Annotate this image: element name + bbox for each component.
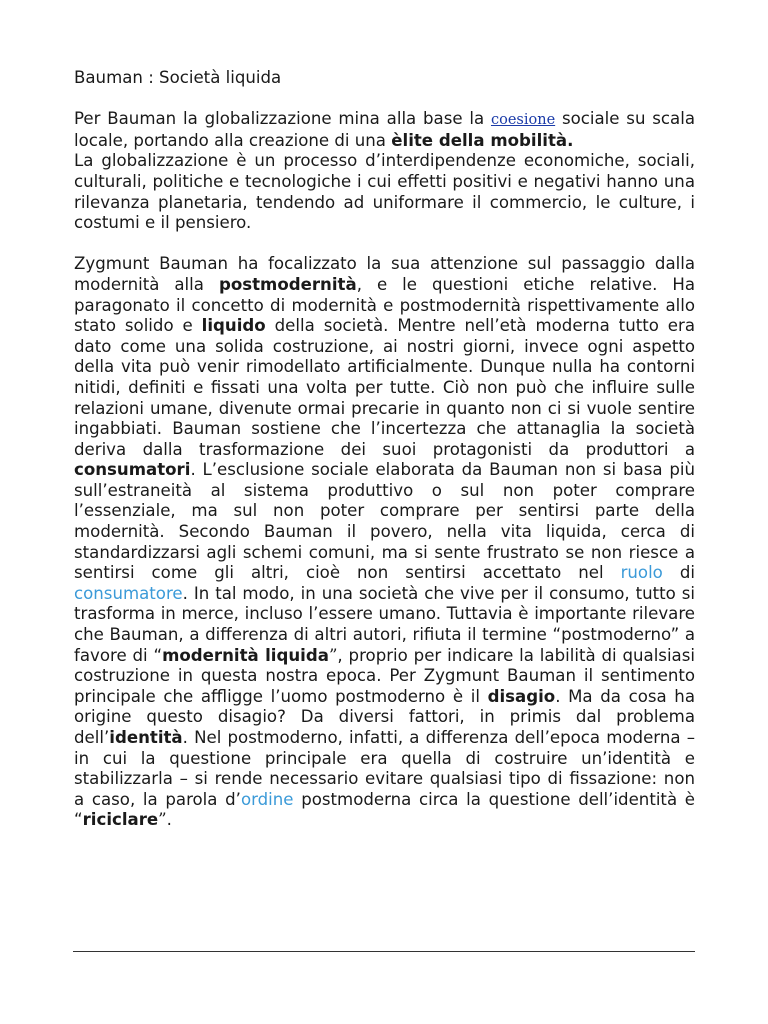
- text-run: .: [166, 810, 172, 830]
- bold-elite-mobilita: èlite della mobilità.: [391, 130, 574, 150]
- text-run: postmoderna circa la questione dell’identità è “: [74, 789, 695, 830]
- bold-liquido: liquido: [201, 316, 266, 336]
- text-run: , e le questioni etiche relative. Ha paragonato il concetto di modernità e postmodernità rispettivamente allo stato solido e: [74, 274, 695, 336]
- spacer: [74, 234, 695, 255]
- document-body: [74, 68, 695, 831]
- footer-divider: [73, 951, 695, 952]
- text-run: . In tal modo, in una società che vive per il consumo, tutto si trasforma in merce, incluso l’essere umano. Tuttavia è importante rilevare che Bauman, a differenza di altri autori, rifiuta il termine “postmoderno” a favore di “: [74, 583, 695, 665]
- link-ordine[interactable]: ordine: [240, 789, 294, 809]
- bold-consumatori: consumatori: [74, 460, 191, 480]
- spacer: [74, 89, 695, 110]
- link-consumatore[interactable]: consumatore: [74, 583, 183, 603]
- bold-disagio: disagio: [487, 686, 556, 706]
- text-run: . Nel postmoderno, infatti, a differenza dell’epoca moderna – in cui la questione principale era quella di costruire un’identità e stabilizzarla – si rende necessario evitare qualsiasi tipo di fissazione: non a caso, la parola d’: [74, 728, 695, 809]
- text-run: di: [662, 563, 695, 583]
- text-run: . L’esclusione sociale elaborata da Bauman non si basa più sull’estraneità al sistema produttivo o sul non poter comprare l’essenziale, ma sul non poter comprare per sentirsi parte della modernità. Secondo Bauman il povero, nella vita liquida, cerca di standardizzarsi agli schemi comuni, ma si sente frustrato se non riesce a sentirsi come gli altri, cioè non sentirsi accettato nel: [74, 460, 695, 583]
- closing-quote: ”: [158, 810, 167, 830]
- closing-quote: ”: [328, 645, 338, 665]
- bold-identita: identità: [109, 728, 183, 747]
- document-title: Bauman : Società liquida: [74, 68, 282, 87]
- text-run: della società. Mentre nell’età moderna tutto era dato come una solida costruzione, ai nostri giorni, invece ogni aspetto della vita può venir rimodellato artificialmente. Dunque nulla ha contorni nitidi, definiti e fissati una volta per tutte. Ciò non può che influire sulle relazioni umane, divenute ormai precarie in quanto non ci si vuole sentire ingabbiati. Bauman sostiene che l’incertezza che attanaglia la società deriva dalla trasformazione dei suoi protagonisti da produttori a: [74, 316, 695, 459]
- bold-riciclare: riciclare: [82, 810, 159, 830]
- text-run: , proprio per indicare la labilità di qualsiasi costruzione in questa nostra epoca. Per Zygmunt Bauman il sentimento principale che affligge l’uomo postmoderno è il: [74, 645, 695, 706]
- bold-modernita-liquida: modernità liquida: [162, 645, 329, 665]
- text-run: sociale su scala locale, portando alla creazione di una: [74, 109, 695, 150]
- paragraph-globalizzazione: [74, 109, 695, 234]
- bold-postmodernita: postmodernità: [218, 274, 357, 294]
- text-run: La globalizzazione è un processo d’interdipendenze economiche, sociali, culturali, politiche e tecnologiche i cui effetti positivi e negativi hanno una rilevanza planetaria, tendendo ad uniformare il commercio, le culture, i costumi e il pensiero.: [74, 151, 695, 233]
- text-run: Zygmunt Bauman ha focalizzato la sua attenzione sul passaggio dalla modernità alla: [74, 254, 695, 294]
- link-coesione[interactable]: coesione: [490, 112, 556, 129]
- text-run: . Ma da cosa ha origine questo disagio? Da diversi fattori, in primis dal problema dell’: [74, 686, 695, 747]
- paragraph-bauman: [74, 254, 695, 831]
- text-run: Per Bauman la globalizzazione mina alla base la: [74, 109, 491, 129]
- link-ruolo[interactable]: ruolo: [620, 563, 663, 583]
